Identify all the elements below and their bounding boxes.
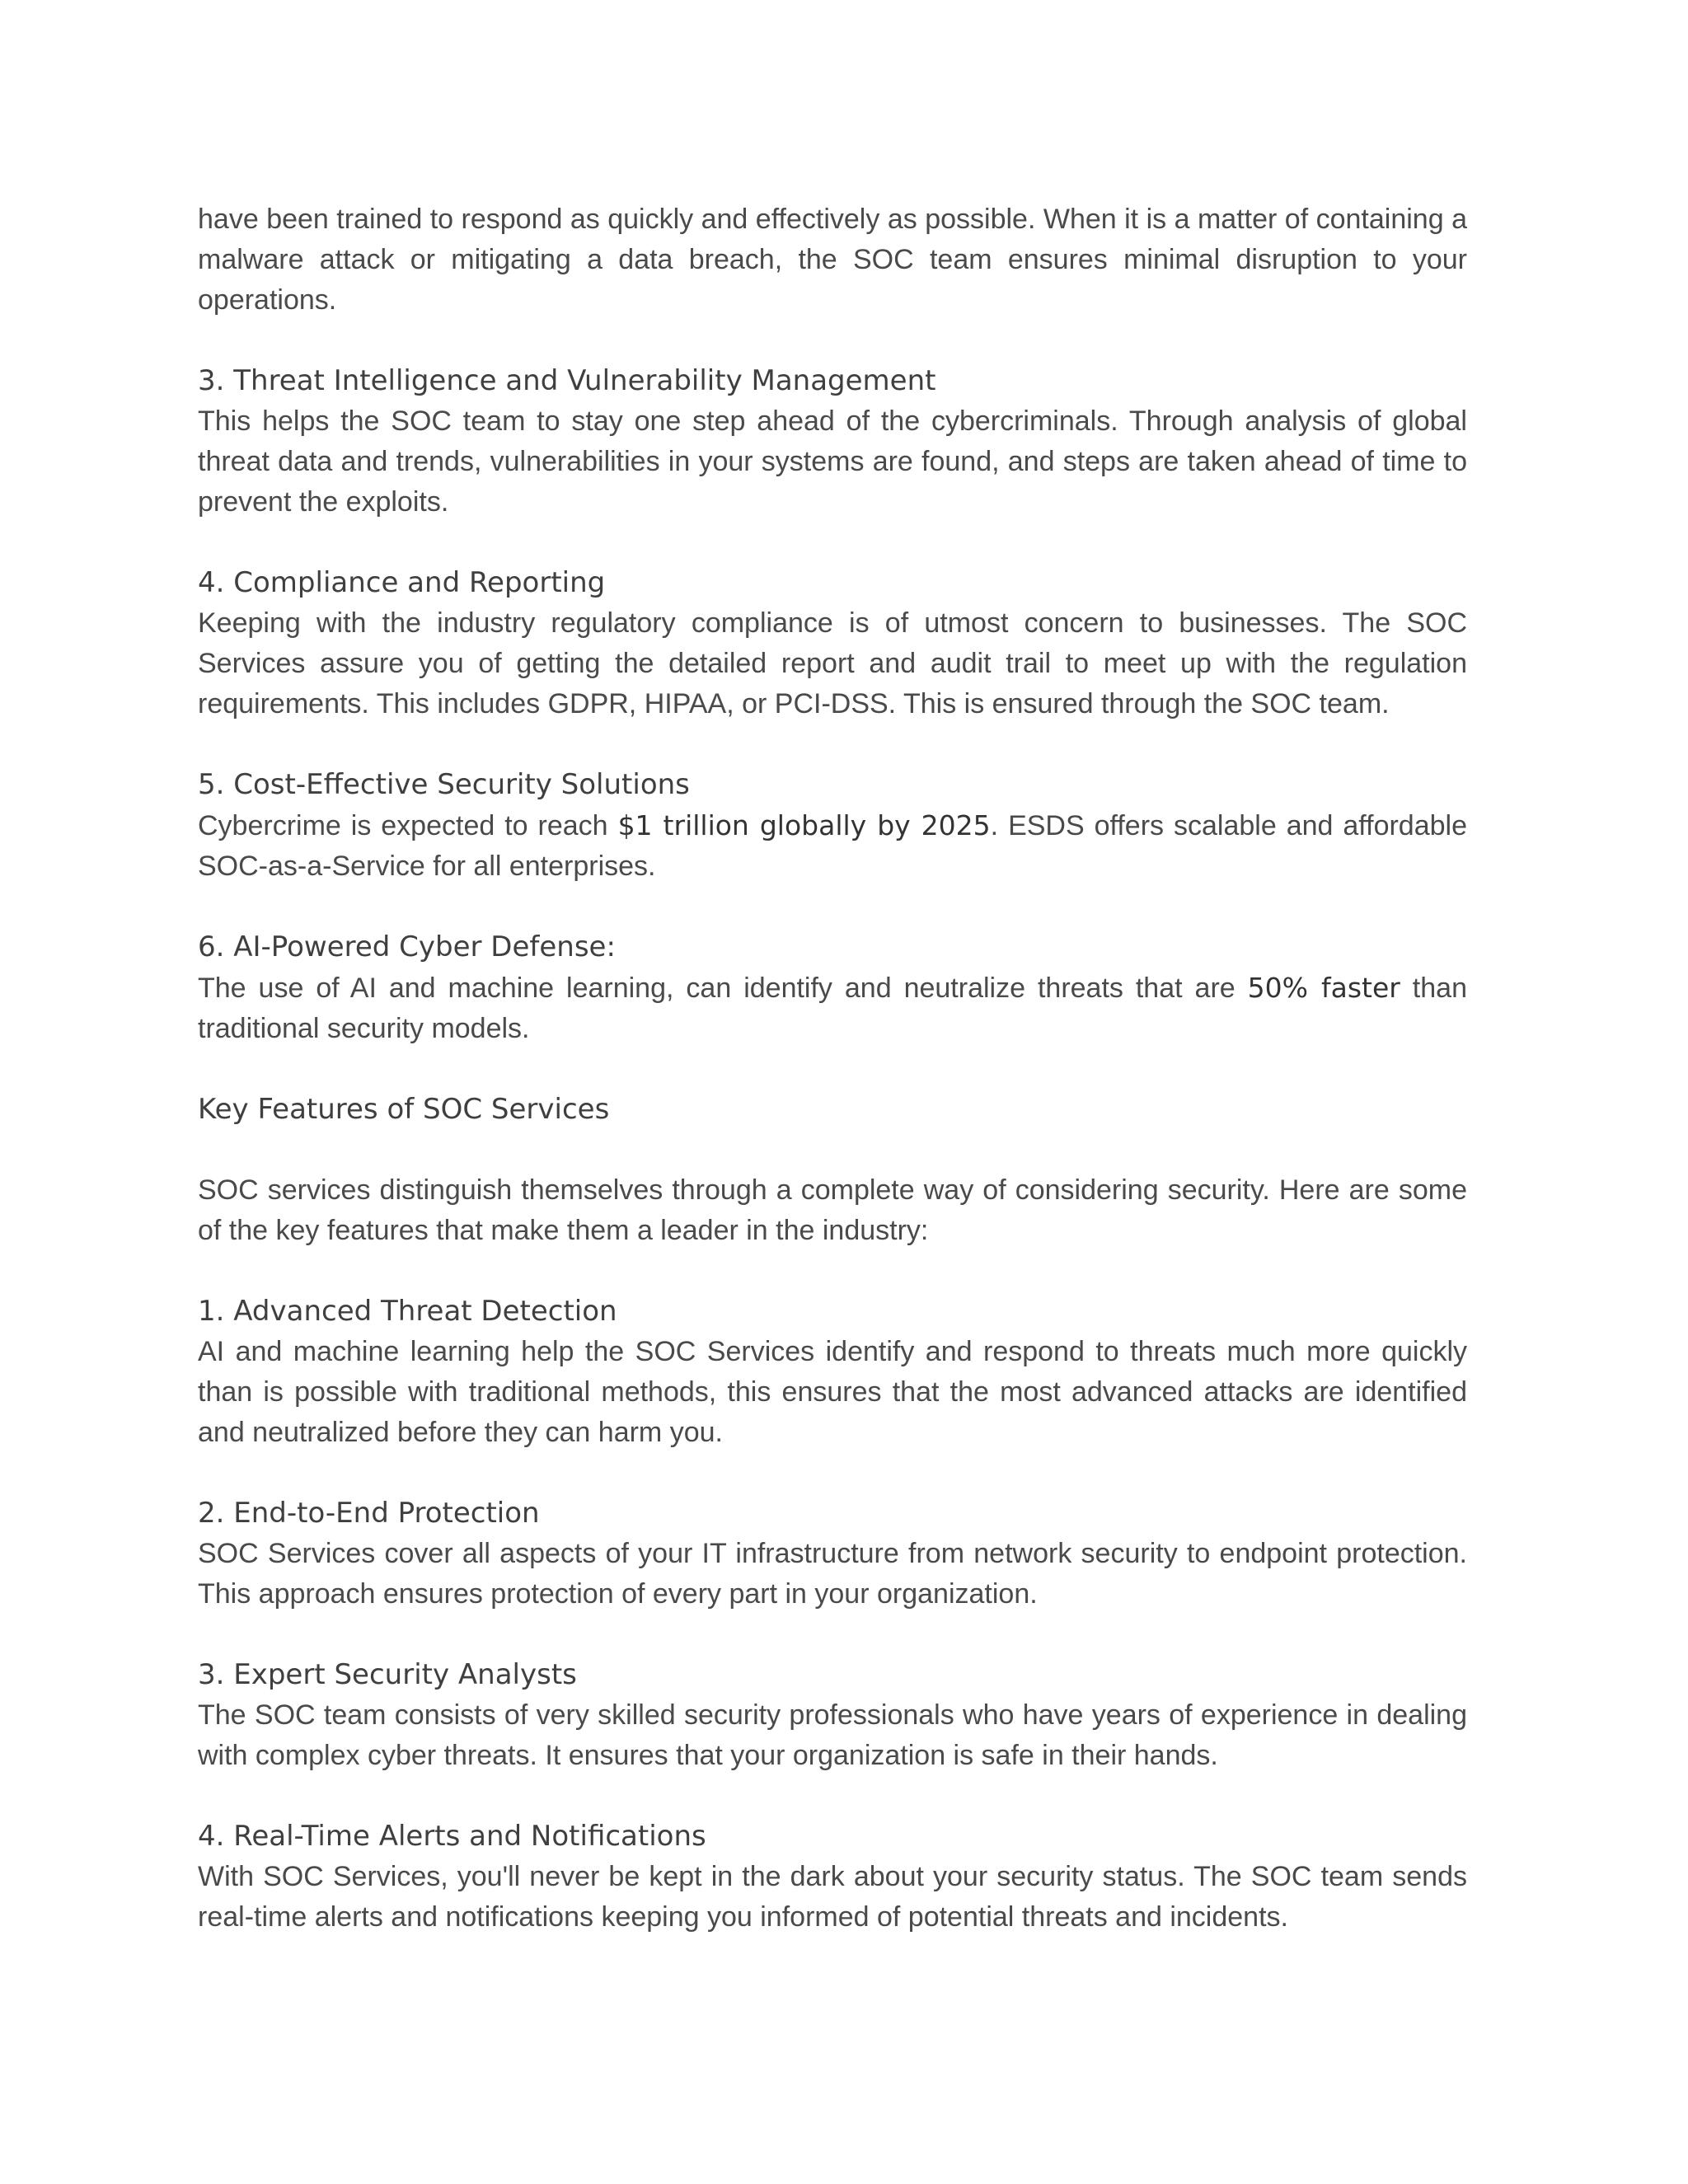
benefit-body: This helps the SOC team to stay one step ahead of the cybercriminals. Through analysis of global threat data and trends, vulnerabilities in your systems are found, and steps are taken ahead of time to prevent the exploits. <box>198 405 1467 518</box>
feature-body: SOC Services cover all aspects of your IT infrastructure from network security to endpoint protection. This approach ensures protection of every part in your organization. <box>198 1538 1467 1610</box>
feature-section-end-to-end <box>198 1493 1467 1615</box>
benefit-heading: 6. AI-Powered Cyber Defense: <box>198 930 616 963</box>
feature-heading: 4. Real-Time Alerts and Notifications <box>198 1820 706 1853</box>
feature-body: The SOC team consists of very skilled security professionals who have years of experience in dealing with complex cyber threats. It ensures that your organization is safe in their hands. <box>198 1699 1467 1771</box>
feature-heading: 2. End-to-End Protection <box>198 1497 540 1530</box>
highlight-statistic: $1 trillion globally by 2025 <box>617 809 991 841</box>
benefit-heading: 4. Compliance and Reporting <box>198 566 606 599</box>
benefit-section-ai-defense <box>198 927 1467 1049</box>
benefit-body: Keeping with the industry regulatory compliance is of utmost concern to businesses. The SOC Services assure you of getting the detailed report and audit trail to meet up with the regulation requirements. This includes GDPR, HIPAA, or PCI-DSS. This is ensured through the SOC team. <box>198 607 1467 719</box>
feature-heading: 3. Expert Security Analysts <box>198 1658 577 1691</box>
benefit-section-threat-intelligence <box>198 361 1467 523</box>
benefit-heading: 3. Threat Intelligence and Vulnerability Management <box>198 364 936 397</box>
feature-body: With SOC Services, you'll never be kept in the dark about your security status. The SOC team sends real-time alerts and notifications keeping you informed of potential threats and incidents. <box>198 1861 1467 1933</box>
benefit-section-cost-effective <box>198 765 1467 887</box>
feature-body: AI and machine learning help the SOC Services identify and respond to threats much more quickly than is possible with traditional methods, this ensures that the most advanced attacks are identified and neutralized before they can harm you. <box>198 1336 1467 1448</box>
benefit-section-compliance <box>198 563 1467 724</box>
benefit-body-text: . ESDS offers scalable and affordable SOC-as-a-Service for all enterprises. <box>198 810 1467 882</box>
highlight-statistic: 50% faster <box>1247 972 1400 1004</box>
feature-heading: 1. Advanced Threat Detection <box>198 1295 617 1328</box>
document-page <box>198 199 1467 1978</box>
feature-section-alerts <box>198 1816 1467 1938</box>
features-heading: Key Features of SOC Services <box>198 1093 610 1126</box>
feature-section-threat-detection <box>198 1291 1467 1453</box>
feature-section-analysts <box>198 1655 1467 1776</box>
benefit-body <box>198 805 1467 887</box>
features-intro-paragraph: SOC services distinguish themselves through a complete way of considering security. Here are some of the key features that make them a leader in the industry: <box>198 1174 1467 1246</box>
benefit-heading: 5. Cost-Effective Security Solutions <box>198 768 690 801</box>
benefit-body-text: Cybercrime is expected to reach <box>198 810 618 841</box>
benefit-body <box>198 968 1467 1049</box>
intro-paragraph: have been trained to respond as quickly and effectively as possible. When it is a matter of containing a malware attack or mitigating a data breach, the SOC team ensures minimal disruption to your operations. <box>198 204 1467 316</box>
benefit-body-text: than traditional security models. <box>198 972 1467 1044</box>
benefit-body-text: The use of AI and machine learning, can identify and neutralize threats that are <box>198 972 1248 1004</box>
